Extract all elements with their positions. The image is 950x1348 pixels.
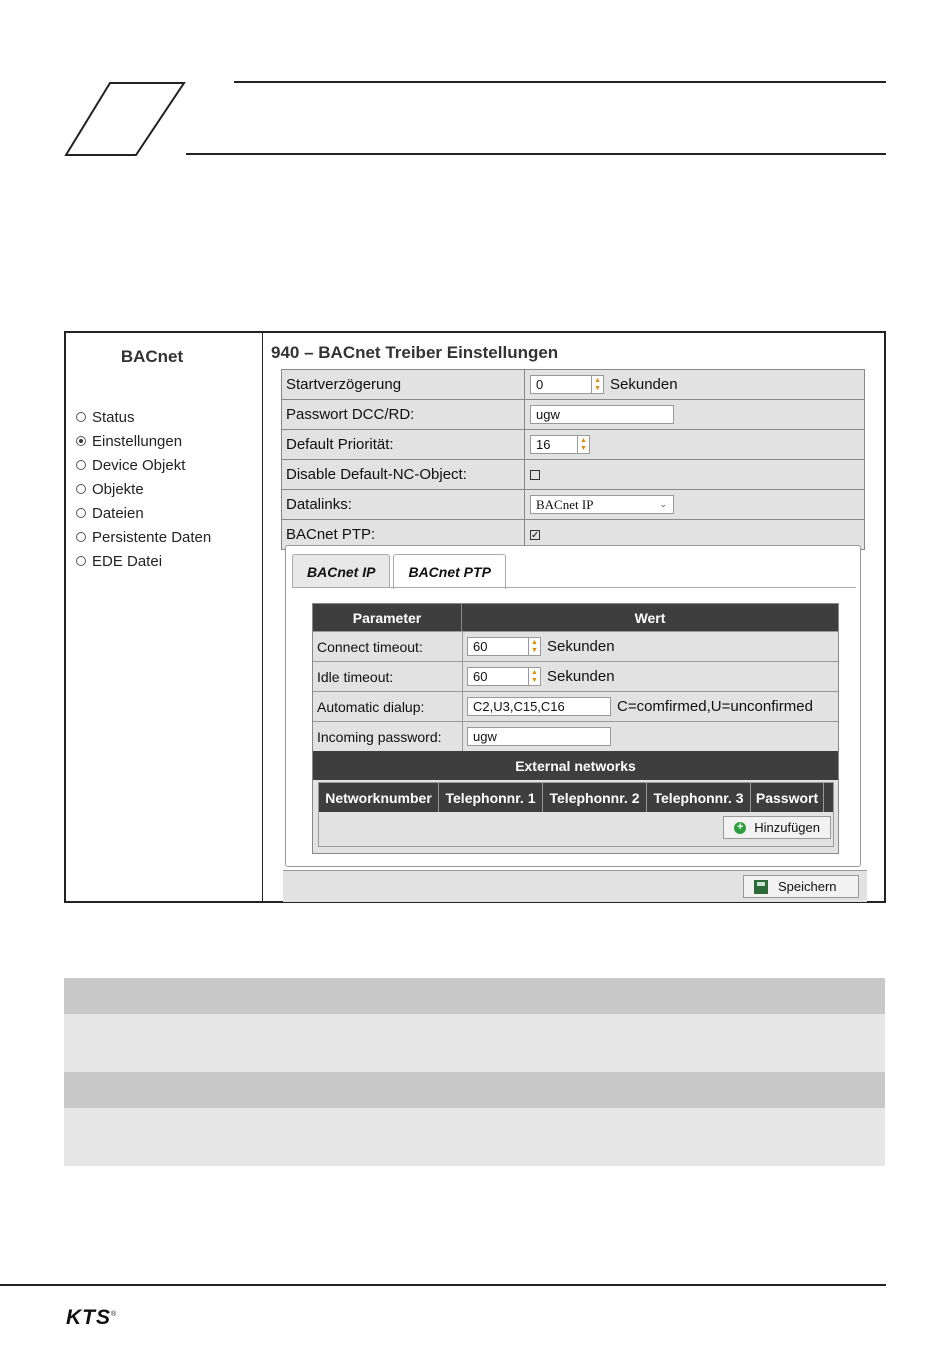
startverzoegerung-stepper[interactable]: [530, 375, 604, 394]
spinner-arrows-icon[interactable]: ▲ ▼: [578, 435, 590, 454]
setting-label: Datalinks:: [282, 490, 525, 519]
parameter-label: Connect timeout:: [313, 632, 463, 661]
header-rule-bottom: [186, 153, 886, 155]
setting-label: BACnet PTP:: [282, 520, 525, 549]
spinner-arrows-icon[interactable]: ▲ ▼: [592, 375, 604, 394]
ptp-checkbox[interactable]: ✓: [531, 529, 540, 541]
bacnet-settings-screenshot: [64, 331, 886, 903]
unit-label: Sekunden: [547, 668, 615, 685]
sidebar-title: BACnet: [120, 347, 184, 366]
external-networks-header: External networks: [313, 751, 838, 780]
column-header-passwort: Passwort: [751, 783, 824, 812]
sidebar-item-objekte[interactable]: [76, 477, 211, 501]
radio-icon[interactable]: [76, 484, 86, 494]
table-row: [64, 1014, 885, 1072]
add-button-label: Hinzufügen: [754, 820, 820, 835]
connect-timeout-stepper[interactable]: [467, 637, 541, 656]
settings-row: [281, 489, 865, 519]
parameter-value: [463, 662, 838, 691]
column-header-parameter: Parameter: [313, 604, 462, 631]
save-button-label: Speichern: [778, 879, 837, 894]
setting-label: Disable Default-NC-Object:: [282, 460, 525, 489]
table-row: [313, 661, 838, 691]
setting-value: [525, 430, 864, 459]
table-row: [313, 721, 838, 751]
radio-icon[interactable]: [76, 556, 86, 566]
table-row: [313, 631, 838, 661]
setting-value: [525, 370, 864, 399]
tab-divider: [292, 587, 856, 588]
table-header: [313, 604, 838, 631]
sidebar-item-ede-datei[interactable]: [76, 549, 211, 573]
setting-label: Startverzögerung: [282, 370, 525, 399]
column-header-telephonnr-3: Telephonnr. 3: [647, 783, 751, 812]
sidebar-item-label: Persistente Daten: [92, 528, 212, 546]
settings-row: [281, 399, 865, 429]
tab-bacnet-ptp[interactable]: BACnet PTP: [393, 554, 505, 589]
auto-dialup-input[interactable]: C2,U3,C15,C16: [467, 697, 611, 716]
settings-row: [281, 429, 865, 459]
setting-label: Passwort DCC/RD:: [282, 400, 525, 429]
sidebar-item-status[interactable]: [76, 405, 211, 429]
radio-icon[interactable]: [76, 508, 86, 518]
external-networks-table: [318, 782, 834, 847]
passwort-input[interactable]: ugw: [530, 405, 674, 424]
setting-value: [525, 460, 864, 489]
sidebar-item-label: Device Objekt: [92, 456, 186, 474]
tab-bar: [292, 554, 509, 589]
setting-value: [525, 490, 864, 519]
setting-value: [525, 400, 864, 429]
settings-row: [281, 369, 865, 399]
kts-logo: [66, 1306, 117, 1330]
table-header-row: [64, 1072, 885, 1108]
column-header-networknumber: Networknumber: [319, 783, 439, 812]
sidebar-item-device-objekt[interactable]: [76, 453, 211, 477]
external-networks-body: [319, 812, 833, 846]
settings-table: [281, 369, 865, 550]
table-row: [313, 691, 838, 721]
startverzoegerung-input[interactable]: 0: [530, 375, 592, 394]
settings-row: [281, 459, 865, 489]
parameter-label: Automatic dialup:: [313, 692, 463, 721]
spinner-arrows-icon[interactable]: ▲ ▼: [529, 637, 541, 656]
radio-icon[interactable]: [76, 532, 86, 542]
parameter-value: [463, 692, 838, 721]
radio-icon[interactable]: [76, 460, 86, 470]
logo-text: KTS: [66, 1306, 111, 1329]
unit-label: Sekunden: [547, 638, 615, 655]
parameter-value: [463, 722, 838, 751]
floppy-disk-icon: [754, 880, 768, 894]
add-network-button[interactable]: [723, 816, 831, 839]
page-title: 940 – BACnet Treiber Einstellungen: [271, 343, 559, 362]
registered-mark: ®: [111, 1311, 118, 1318]
radio-icon[interactable]: [76, 412, 86, 422]
idle-timeout-input[interactable]: 60: [467, 667, 529, 686]
idle-timeout-stepper[interactable]: [467, 667, 541, 686]
sidebar-item-persistente-daten[interactable]: [76, 525, 211, 549]
table-row: [64, 1108, 885, 1166]
disable-nc-checkbox[interactable]: [530, 470, 540, 480]
connect-timeout-input[interactable]: 60: [467, 637, 529, 656]
radio-selected-icon[interactable]: [76, 436, 86, 446]
sidebar-item-dateien[interactable]: [76, 501, 211, 525]
table-header-row: [64, 978, 885, 1014]
sidebar-nav: [76, 405, 211, 573]
plus-circle-icon: +: [734, 822, 746, 834]
save-button[interactable]: [743, 875, 859, 898]
chevron-down-icon: ⌄: [659, 499, 667, 509]
prioritaet-input[interactable]: 16: [530, 435, 578, 454]
unit-label: Sekunden: [610, 376, 678, 393]
column-header-telephonnr-1: Telephonnr. 1: [439, 783, 543, 812]
sidebar-item-label: Objekte: [92, 480, 144, 498]
tab-bacnet-ip[interactable]: BACnet IP: [292, 554, 390, 588]
setting-label: Default Priorität:: [282, 430, 525, 459]
sidebar-item-label: Status: [92, 408, 135, 426]
spinner-arrows-icon[interactable]: ▲ ▼: [529, 667, 541, 686]
ptp-parameter-table: [312, 603, 839, 854]
sidebar-item-label: EDE Datei: [92, 552, 163, 570]
chapter-marker-shape: [64, 81, 186, 157]
datalinks-selected-value: BACnet IP: [536, 496, 594, 512]
action-bar: [283, 870, 867, 902]
sidebar-item-label: Dateien: [92, 504, 144, 522]
table-header: [319, 783, 833, 812]
header-rule-top: [234, 81, 886, 83]
external-networks-section: [313, 780, 838, 853]
prioritaet-stepper[interactable]: [530, 435, 590, 454]
footer-rule: [0, 1284, 886, 1286]
parameter-value: [463, 632, 838, 661]
sidebar: [66, 333, 263, 901]
sidebar-item-label: Einstellungen: [92, 432, 183, 450]
column-header-wert: Wert: [634, 609, 666, 626]
sidebar-item-einstellungen[interactable]: [76, 429, 211, 453]
tab-panel: [285, 545, 861, 867]
parameter-label: Incoming password:: [313, 722, 463, 751]
parameter-label: Idle timeout:: [313, 662, 463, 691]
auto-dialup-hint: C=comfirmed,U=unconfirmed: [617, 698, 813, 715]
datalinks-select[interactable]: [530, 495, 674, 514]
column-header-telephonnr-2: Telephonnr. 2: [543, 783, 647, 812]
main-panel: [263, 333, 884, 901]
incoming-password-input[interactable]: ugw: [467, 727, 611, 746]
